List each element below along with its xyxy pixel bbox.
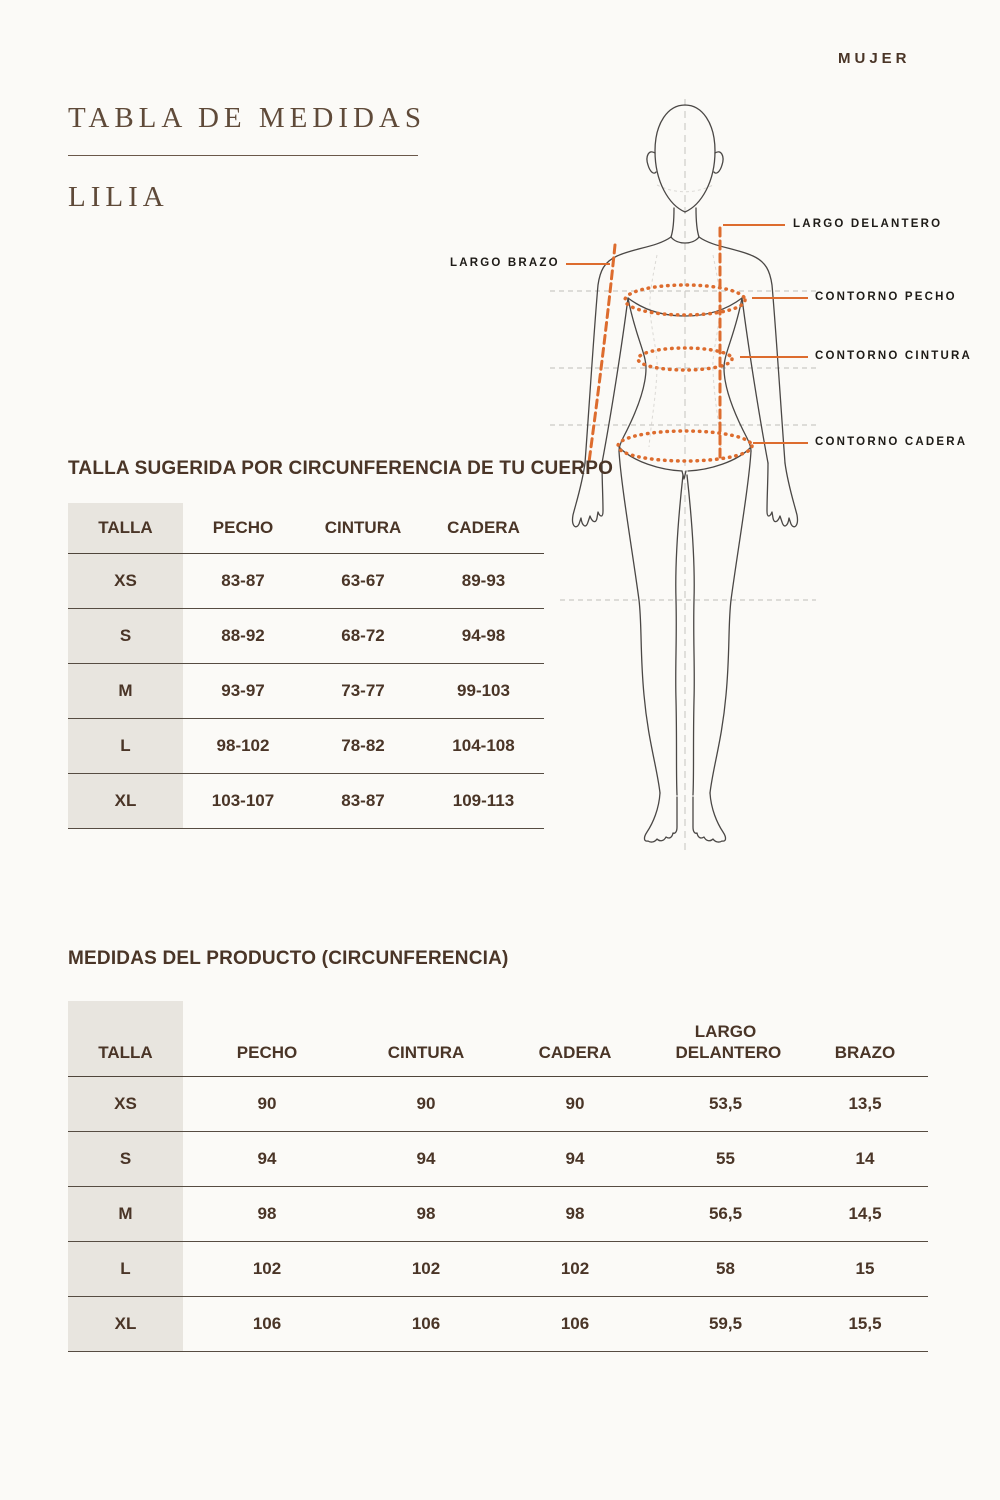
measure-cell: 53,5	[649, 1077, 802, 1132]
measure-cell: 15	[802, 1242, 928, 1297]
measure-cell: 59,5	[649, 1297, 802, 1352]
measure-cell: 94	[351, 1132, 501, 1187]
measurement-marks	[589, 228, 752, 462]
table-row	[68, 1187, 928, 1242]
measure-cell: 78-82	[303, 719, 423, 774]
size-cell: XS	[68, 1077, 183, 1132]
header-label: TALLA	[98, 1042, 153, 1062]
measure-label-contorno-pecho: CONTORNO PECHO	[815, 291, 957, 303]
measure-cell: 98-102	[183, 719, 303, 774]
leader-line-contorno-cintura	[740, 356, 808, 358]
measure-cell: 83-87	[303, 774, 423, 829]
measure-cell: 109-113	[423, 774, 544, 829]
measure-cell: 102	[501, 1242, 649, 1297]
measure-cell: 106	[501, 1297, 649, 1352]
measure-cell: 94	[183, 1132, 351, 1187]
header-cell-talla: TALLA	[68, 503, 183, 554]
header-cell-cadera: CADERA	[423, 503, 544, 554]
measure-cell: 56,5	[649, 1187, 802, 1242]
size-cell: S	[68, 609, 183, 664]
measure-cell: 13,5	[802, 1077, 928, 1132]
measure-cell: 90	[501, 1077, 649, 1132]
measure-cell: 94-98	[423, 609, 544, 664]
table-header-row	[68, 1001, 928, 1077]
leader-line-contorno-pecho	[752, 297, 808, 299]
suggested-size-table	[68, 503, 544, 829]
measure-cell: 90	[183, 1077, 351, 1132]
measure-cell: 106	[183, 1297, 351, 1352]
header-cell-talla	[68, 1001, 183, 1077]
size-cell: XL	[68, 1297, 183, 1352]
size-cell: L	[68, 1242, 183, 1297]
body-figure-svg	[545, 95, 825, 865]
measure-cell: 14,5	[802, 1187, 928, 1242]
measure-cell: 106	[351, 1297, 501, 1352]
leader-line-largo-delantero	[723, 224, 785, 226]
measure-cell: 102	[183, 1242, 351, 1297]
size-cell: S	[68, 1132, 183, 1187]
measure-cell: 63-67	[303, 554, 423, 609]
table-row	[68, 1132, 928, 1187]
measure-cell: 83-87	[183, 554, 303, 609]
measure-cell: 89-93	[423, 554, 544, 609]
leader-line-contorno-cadera	[753, 442, 808, 444]
measure-cell: 99-103	[423, 664, 544, 719]
leader-line-largo-brazo	[566, 263, 610, 265]
header-cell-cintura: CINTURA	[303, 503, 423, 554]
header-label: PECHO	[236, 1042, 298, 1062]
header-label: LARGO DELANTERO	[675, 1021, 782, 1062]
measure-cell: 98	[183, 1187, 351, 1242]
table-row	[68, 1242, 928, 1297]
measure-cell: 88-92	[183, 609, 303, 664]
measure-cell: 15,5	[802, 1297, 928, 1352]
measure-cell: 98	[351, 1187, 501, 1242]
header-cell-pecho	[183, 1001, 351, 1077]
header-label: CINTURA	[387, 1042, 465, 1062]
table-row	[68, 554, 544, 609]
measure-cell: 14	[802, 1132, 928, 1187]
measure-cell: 104-108	[423, 719, 544, 774]
bust-ellipse	[625, 285, 745, 315]
measure-cell: 58	[649, 1242, 802, 1297]
measure-cell: 90	[351, 1077, 501, 1132]
header-label: CADERA	[538, 1042, 612, 1062]
header-cell-cintura	[351, 1001, 501, 1077]
table-row	[68, 774, 544, 829]
measure-cell: 103-107	[183, 774, 303, 829]
table-row	[68, 664, 544, 719]
title-underline	[68, 155, 418, 156]
size-cell: XL	[68, 774, 183, 829]
product-measures-title: MEDIDAS DEL PRODUCTO (CIRCUNFERENCIA)	[68, 948, 509, 969]
measure-label-contorno-cintura: CONTORNO CINTURA	[815, 350, 973, 362]
measure-cell: 102	[351, 1242, 501, 1297]
size-cell: L	[68, 719, 183, 774]
measure-cell: 93-97	[183, 664, 303, 719]
page-title: TABLA DE MEDIDAS	[68, 102, 427, 134]
header-cell-pecho: PECHO	[183, 503, 303, 554]
gender-label: MUJER	[838, 50, 911, 67]
table-row	[68, 609, 544, 664]
size-cell: XS	[68, 554, 183, 609]
measure-cell: 73-77	[303, 664, 423, 719]
table-header-row	[68, 503, 544, 554]
measure-label-contorno-cadera: CONTORNO CADERA	[815, 436, 968, 448]
measure-label-largo-brazo: LARGO BRAZO	[450, 257, 560, 269]
size-cell: M	[68, 1187, 183, 1242]
suggested-size-title: TALLA SUGERIDA POR CIRCUNFERENCIA DE TU CUERPO	[68, 458, 614, 479]
measure-cell: 55	[649, 1132, 802, 1187]
measure-cell: 94	[501, 1132, 649, 1187]
measure-label-largo-delantero: LARGO DELANTERO	[793, 218, 943, 230]
header-cell-largo-delantero	[649, 1001, 802, 1077]
header-cell-brazo	[802, 1001, 928, 1077]
product-measures-table	[68, 1001, 928, 1352]
header-cell-cadera	[501, 1001, 649, 1077]
table-row	[68, 1297, 928, 1352]
table-row	[68, 1077, 928, 1132]
product-name: LILIA	[68, 181, 169, 213]
measure-cell: 68-72	[303, 609, 423, 664]
header-label: BRAZO	[834, 1042, 896, 1062]
measure-cell: 98	[501, 1187, 649, 1242]
size-cell: M	[68, 664, 183, 719]
table-row	[68, 719, 544, 774]
